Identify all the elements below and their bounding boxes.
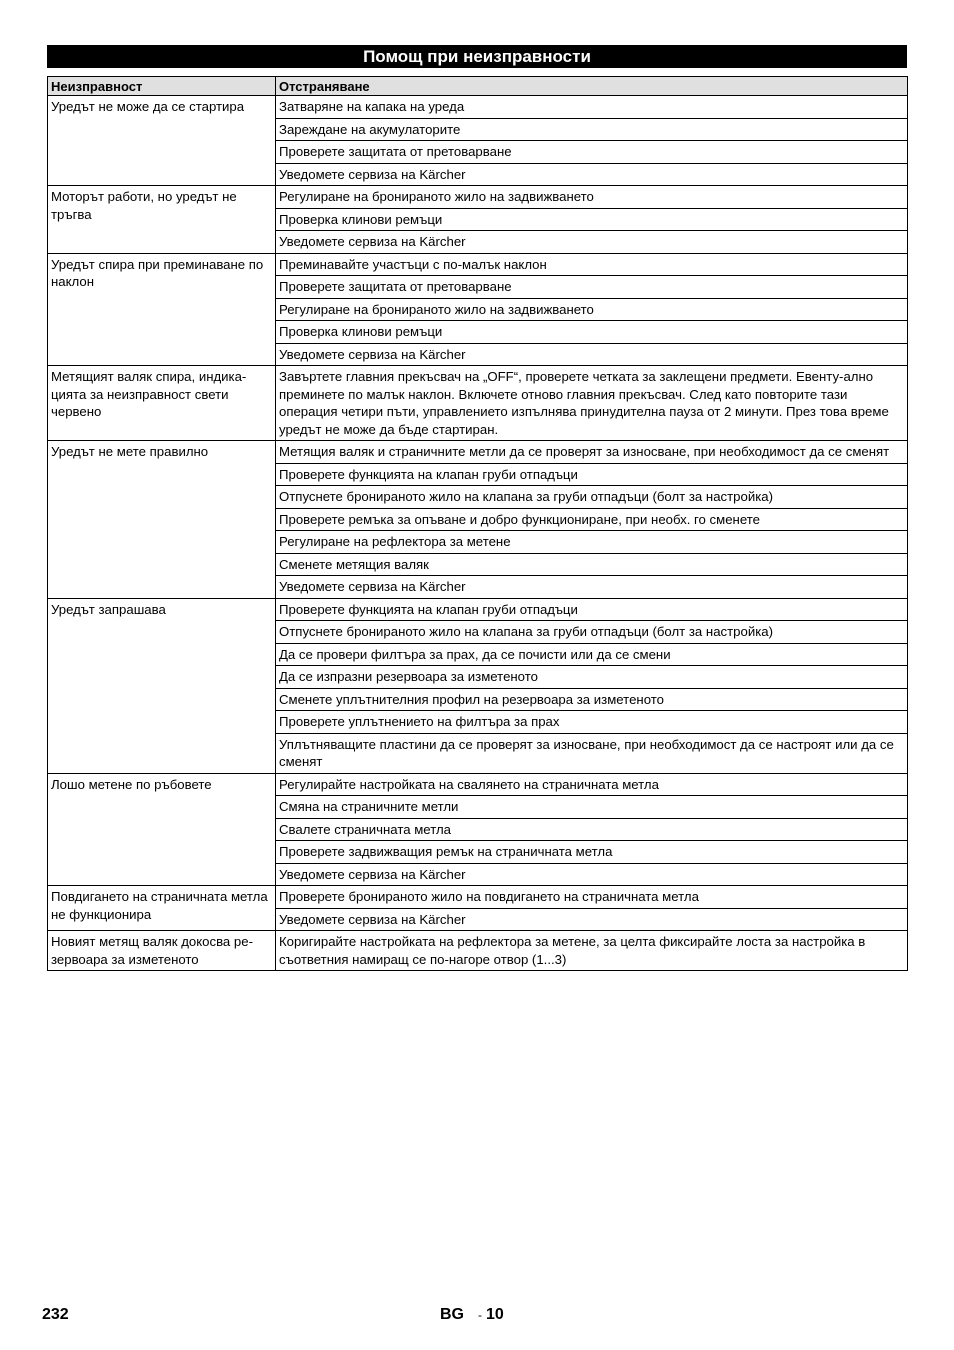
remedy-cell: Регулиране на бронираното жило на задвижването (276, 298, 908, 321)
fault-cell: Уредът запрашава (48, 598, 276, 773)
remedy-cell: Проверете бронираното жило на повдигането на страничната метла (276, 886, 908, 909)
table-row (48, 366, 908, 441)
remedy-cell: Проверете функцията на клапан груби отпадъци (276, 463, 908, 486)
troubleshooting-table (47, 76, 908, 971)
remedy-cell: Уведомете сервиза на Kärcher (276, 863, 908, 886)
table-row (48, 931, 908, 971)
fault-cell: Повдигането на страничната метла не функционира (48, 886, 276, 931)
table-row (48, 253, 908, 276)
remedy-cell: Сменете уплътнителния профил на резервоара за изметеното (276, 688, 908, 711)
fault-cell: Новият метящ валяк докосва ре-зервоара за изметеното (48, 931, 276, 971)
remedy-cell: Проверка клинови ремъци (276, 208, 908, 231)
remedy-cell: Регулирайте настройката на свалянето на страничната метла (276, 773, 908, 796)
remedy-cell: Уведомете сервиза на Kärcher (276, 908, 908, 931)
remedy-cell: Преминавайте участъци с по-малък наклон (276, 253, 908, 276)
remedy-cell: Проверете ремъка за опъване и добро функциониране, при необх. го сменете (276, 508, 908, 531)
table-header-row (48, 77, 908, 96)
remedy-cell: Уведомете сервиза на Kärcher (276, 576, 908, 599)
remedy-cell: Отпуснете бронираното жило на клапана за груби отпадъци (болт за настройка) (276, 486, 908, 509)
remedy-cell: Смяна на страничните метли (276, 796, 908, 819)
fault-cell: Уредът не мете правилно (48, 441, 276, 599)
remedy-cell: Коригирайте настройката на рефлектора за метене, за целта фиксирайте лоста за настройка в съответния намиращ се по-нагоре отвор (1...3) (276, 931, 908, 971)
table-row (48, 598, 908, 621)
remedy-cell: Проверете уплътнението на филтъра за прах (276, 711, 908, 734)
remedy-cell: Уведомете сервиза на Kärcher (276, 343, 908, 366)
remedy-cell: Проверете функцията на клапан груби отпадъци (276, 598, 908, 621)
remedy-cell: Проверете защитата от претоварване (276, 276, 908, 299)
page-label (440, 1306, 504, 1324)
fault-cell: Уредът не може да се стартира (48, 96, 276, 186)
remedy-cell: Регулиране на рефлектора за метене (276, 531, 908, 554)
table-row (48, 186, 908, 209)
remedy-cell: Зареждане на акумулаторите (276, 118, 908, 141)
page-separator: - (478, 1308, 482, 1322)
language-code: BG (440, 1306, 464, 1323)
table-row (48, 96, 908, 119)
table-body (48, 96, 908, 971)
remedy-cell: Уведомете сервиза на Kärcher (276, 231, 908, 254)
remedy-cell: Уплътняващите пластини да се проверят за износване, при необходимост да се настроят или да се сменят (276, 733, 908, 773)
fault-cell: Уредът спира при преминаване по наклон (48, 253, 276, 366)
section-page-number: 10 (486, 1306, 504, 1323)
fault-cell: Метящият валяк спира, индика-цията за неизправност свети червено (48, 366, 276, 441)
remedy-cell: Свалете страничната метла (276, 818, 908, 841)
page-number: 232 (42, 1306, 69, 1323)
table-row (48, 886, 908, 909)
remedy-cell: Затваряне на капака на уреда (276, 96, 908, 119)
remedy-cell: Сменете метящия валяк (276, 553, 908, 576)
section-title: Помощ при неизправности (47, 45, 907, 68)
fault-cell: Моторът работи, но уредът не тръгва (48, 186, 276, 254)
table-row (48, 773, 908, 796)
remedy-cell: Отпуснете бронираното жило на клапана за груби отпадъци (болт за настройка) (276, 621, 908, 644)
fault-column-header: Неизправност (48, 77, 276, 96)
remedy-cell: Метящия валяк и страничните метли да се проверят за износване, при необходимост да се сменят (276, 441, 908, 464)
remedy-cell: Завъртете главния прекъсвач на „OFF“, проверете четката за заклещени предмети. Евенту-ално преминете по малък наклон. Включете отново главния прекъсвач. След като повторите тази операция четири пъти, управлението изпълнява принудителна пауза от 2 минути. През това време уредът не може да бъде стартиран. (276, 366, 908, 441)
remedy-cell: Регулиране на бронираното жило на задвижването (276, 186, 908, 209)
remedy-cell: Проверка клинови ремъци (276, 321, 908, 344)
table-row (48, 441, 908, 464)
remedy-cell: Проверете задвижващия ремък на страничната метла (276, 841, 908, 864)
remedy-cell: Уведомете сервиза на Kärcher (276, 163, 908, 186)
remedy-cell: Да се изпразни резервоара за изметеното (276, 666, 908, 689)
fault-cell: Лошо метене по ръбовете (48, 773, 276, 886)
remedy-column-header: Отстраняване (276, 77, 908, 96)
remedy-cell: Да се провери филтъра за прах, да се почисти или да се смени (276, 643, 908, 666)
remedy-cell: Проверете защитата от претоварване (276, 141, 908, 164)
